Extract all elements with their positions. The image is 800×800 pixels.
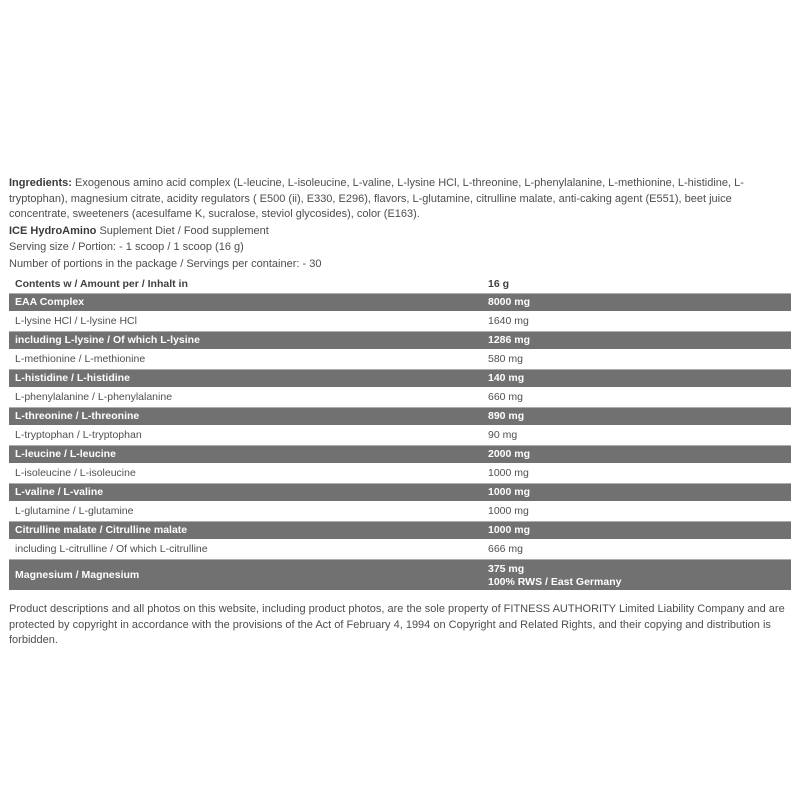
table-row bbox=[9, 351, 791, 368]
amount-value bbox=[488, 560, 621, 589]
nutrient-name: L-threonine / L-threonine bbox=[15, 410, 140, 422]
table-row bbox=[9, 483, 791, 501]
table-row bbox=[9, 331, 791, 349]
amount-value: 90 mg bbox=[488, 428, 518, 441]
table-row bbox=[9, 389, 791, 406]
product-description-page bbox=[0, 176, 800, 649]
nutrient-name: including L-lysine / Of which L-lysine bbox=[15, 334, 200, 346]
table-row bbox=[9, 369, 791, 387]
nutrient-name: Magnesium / Magnesium bbox=[15, 569, 140, 581]
amount-value: 890 mg bbox=[488, 410, 525, 422]
amount-value: 1000 mg bbox=[488, 486, 531, 498]
ingredients-text: Exogenous amino acid complex (L-leucine, L-isoleucine, L-valine, L-lysine HCl, L-threonine, L-phenylalanine, L-methionine, L-histidine, L-tryptophan), magnesium citrate, acidity regulators ( E500 (ii), E330, E296), flavors, L-glutamine, citrulline malate, anti-caking agent (E551), beet juice concentrate, sweeteners (acesulfame K, sucralose, steviol glycosides), color (E163). bbox=[9, 177, 744, 220]
table-row bbox=[9, 293, 791, 311]
table-header-amount: 16 g bbox=[488, 278, 510, 290]
nutrient-name: L-phenylalanine / L-phenylalanine bbox=[15, 390, 173, 403]
nutrient-name: L-tryptophan / L-tryptophan bbox=[15, 428, 142, 441]
table-row bbox=[9, 559, 791, 590]
nutrient-name: EAA Complex bbox=[15, 296, 85, 308]
nutrient-name: L-isoleucine / L-isoleucine bbox=[15, 466, 136, 479]
nutrient-name: L-histidine / L-histidine bbox=[15, 372, 130, 384]
table-body bbox=[9, 293, 791, 590]
ingredients-label: Ingredients: bbox=[9, 177, 72, 189]
amount-value: 1640 mg bbox=[488, 314, 529, 327]
amount-value: 140 mg bbox=[488, 372, 525, 384]
amount-line-1: 375 mg bbox=[488, 562, 525, 575]
nutrient-name: L-glutamine / L-glutamine bbox=[15, 504, 134, 517]
table-row bbox=[9, 541, 791, 558]
nutrient-name: including L-citrulline / Of which L-citrulline bbox=[15, 542, 208, 555]
table-row bbox=[9, 465, 791, 482]
table-header-contents: Contents w / Amount per / Inhalt in bbox=[15, 278, 188, 290]
amount-value: 2000 mg bbox=[488, 448, 531, 460]
table-row bbox=[9, 445, 791, 463]
amount-value: 1000 mg bbox=[488, 466, 529, 479]
table-row bbox=[9, 313, 791, 330]
table-row bbox=[9, 407, 791, 425]
amount-value: 1286 mg bbox=[488, 334, 531, 346]
portions-line: Number of portions in the package / Servings per container: - 30 bbox=[9, 257, 322, 270]
ingredients-paragraph bbox=[9, 176, 791, 223]
product-title-line bbox=[9, 223, 791, 240]
table-header-row bbox=[9, 275, 791, 293]
nutrition-facts-table bbox=[9, 275, 791, 590]
nutrient-name: L-methionine / L-methionine bbox=[15, 352, 146, 365]
nutrient-name: L-lysine HCl / L-lysine HCl bbox=[15, 314, 137, 327]
serving-size-line: Serving size / Portion: - 1 scoop / 1 scoop (16 g) bbox=[9, 241, 244, 253]
table-row bbox=[9, 503, 791, 520]
table-row bbox=[9, 521, 791, 539]
product-name: ICE HydroAmino bbox=[9, 224, 97, 237]
product-subtitle: Suplement Diet / Food supplement bbox=[96, 224, 269, 237]
amount-value: 660 mg bbox=[488, 390, 524, 403]
amount-value: 666 mg bbox=[488, 542, 524, 555]
amount-value: 580 mg bbox=[488, 352, 524, 365]
copyright-text: Product descriptions and all photos on this website, including product photos, are the sole property of FITNESS AUTHORITY Limited Liability Company and are protected by copyright in accordance with the provisions of the Act of February 4, 1994 on Copyright and Related Rights, and their copying and distribution is forbidden. bbox=[9, 603, 785, 646]
amount-value: 1000 mg bbox=[488, 504, 529, 517]
nutrient-name: L-valine / L-valine bbox=[15, 486, 104, 498]
nutrient-name: Citrulline malate / Citrulline malate bbox=[15, 524, 188, 536]
amount-value: 8000 mg bbox=[488, 296, 531, 308]
amount-line-2: 100% RWS / East Germany bbox=[488, 575, 622, 588]
nutrient-name: L-leucine / L-leucine bbox=[15, 448, 116, 460]
table-row bbox=[9, 427, 791, 444]
amount-value: 1000 mg bbox=[488, 524, 531, 536]
